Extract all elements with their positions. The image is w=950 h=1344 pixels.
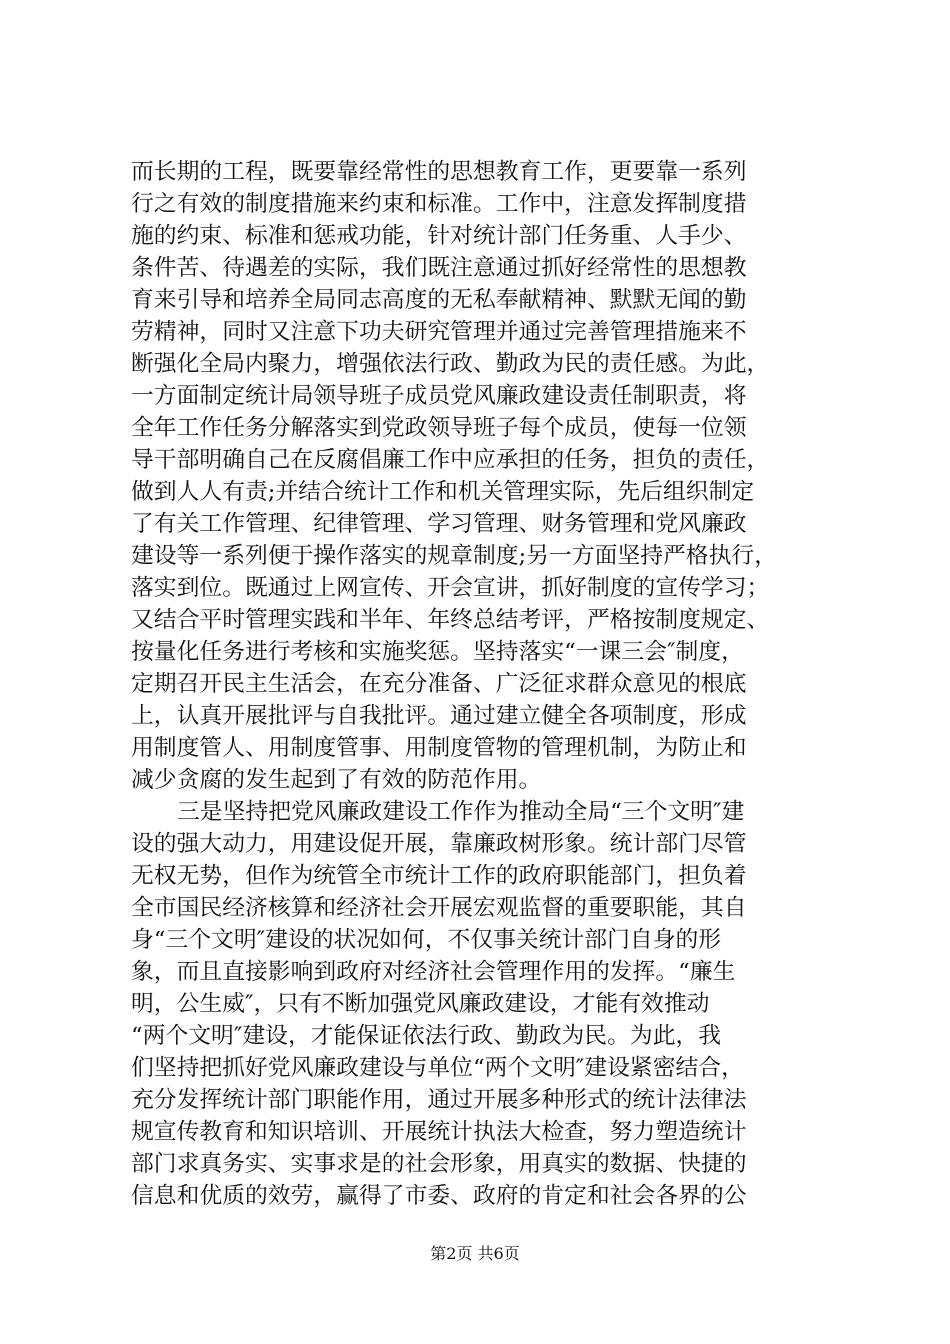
text-line: 做到人人有责;并结合统计工作和机关管理实际，先后组织制定 <box>131 479 755 505</box>
text-line: 充分发挥统计部门职能作用，通过开展多种形式的统计法律法 <box>131 1087 747 1113</box>
text-line: 施的约束、标准和惩戒功能，针对统计部门任务重、人手少、 <box>131 223 747 249</box>
text-line: 导干部明确自己在反腐倡廉工作中应承担的任务，担负的责任， <box>131 447 770 473</box>
text-line: 设的强大动力，用建设促开展，靠廉政树形象。统计部门尽管 <box>131 831 747 857</box>
text-line: 劳精神，同时又注意下功夫研究管理并通过完善管理措施来不 <box>131 319 747 345</box>
text-line: 明，公生威″，只有不断加强党风廉政建设，才能有效推动 <box>131 991 710 1017</box>
text-line: 全年工作任务分解落实到党政领导班子每个成员，使每一位领 <box>131 415 747 441</box>
text-line: 落实到位。既通过上网宣传、开会宣讲，抓好制度的宣传学习； <box>131 575 770 601</box>
text-line: 又结合平时管理实践和半年、年终总结考评，严格按制度规定、 <box>131 607 770 633</box>
text-line: 身“三个文明″建设的状况如何，不仅事关统计部门自身的形 <box>131 927 722 953</box>
text-line: 而长期的工程，既要靠经常性的思想教育工作，更要靠一系列 <box>131 159 747 185</box>
document-body <box>131 156 831 1212</box>
text-line: 用制度管人、用制度管事、用制度管物的管理机制，为防止和 <box>131 735 747 761</box>
text-line: 象，而且直接影响到政府对经济社会管理作用的发挥。“廉生 <box>131 959 736 985</box>
text-line: 部门求真务实、实事求是的社会形象，用真实的数据、快捷的 <box>131 1151 747 1177</box>
text-line: 上，认真开展批评与自我批评。通过建立健全各项制度，形成 <box>131 703 747 729</box>
text-line: 行之有效的制度措施来约束和标准。工作中，注意发挥制度措 <box>131 191 747 217</box>
text-line: 无权无势，但作为统管全市统计工作的政府职能部门，担负着 <box>131 863 747 889</box>
text-line: 建设等一系列便于操作落实的规章制度;另一方面坚持严格执行， <box>131 543 777 569</box>
text-line: 条件苦、待遇差的实际，我们既注意通过抓好经常性的思想教 <box>131 255 747 281</box>
text-line: 育来引导和培养全局同志高度的无私奉献精神、默默无闻的勤 <box>131 287 747 313</box>
text-line: 定期召开民主生活会，在充分准备、广泛征求群众意见的根底 <box>131 671 747 697</box>
page-footer: 第2页 共6页 <box>430 1244 520 1263</box>
text-line: 按量化任务进行考核和实施奖惩。坚持落实“一课三会″制度， <box>131 639 744 665</box>
text-line: 规宣传教育和知识培训、开展统计执法大检查，努力塑造统计 <box>131 1119 747 1145</box>
text-line: “两个文明″建设，才能保证依法行政、勤政为民。为此，我 <box>131 1023 722 1049</box>
paragraph-start-line: 三是坚持把党风廉政建设工作作为推动全局“三个文明″建 <box>177 799 745 825</box>
text-line: 减少贪腐的发生起到了有效的防范作用。 <box>131 767 542 793</box>
text-line: 信息和优质的效劳，赢得了市委、政府的肯定和社会各界的公 <box>131 1183 747 1209</box>
text-line: 们坚持把抓好党风廉政建设与单位“两个文明″建设紧密结合， <box>131 1055 744 1081</box>
text-line: 断强化全局内聚力，增强依法行政、勤政为民的责任感。为此， <box>131 351 770 377</box>
text-line: 一方面制定统计局领导班子成员党风廉政建设责任制职责，将 <box>131 383 747 409</box>
text-line: 了有关工作管理、纪律管理、学习管理、财务管理和党风廉政 <box>131 511 747 537</box>
text-line: 全市国民经济核算和经济社会开展宏观监督的重要职能，其自 <box>131 895 747 921</box>
